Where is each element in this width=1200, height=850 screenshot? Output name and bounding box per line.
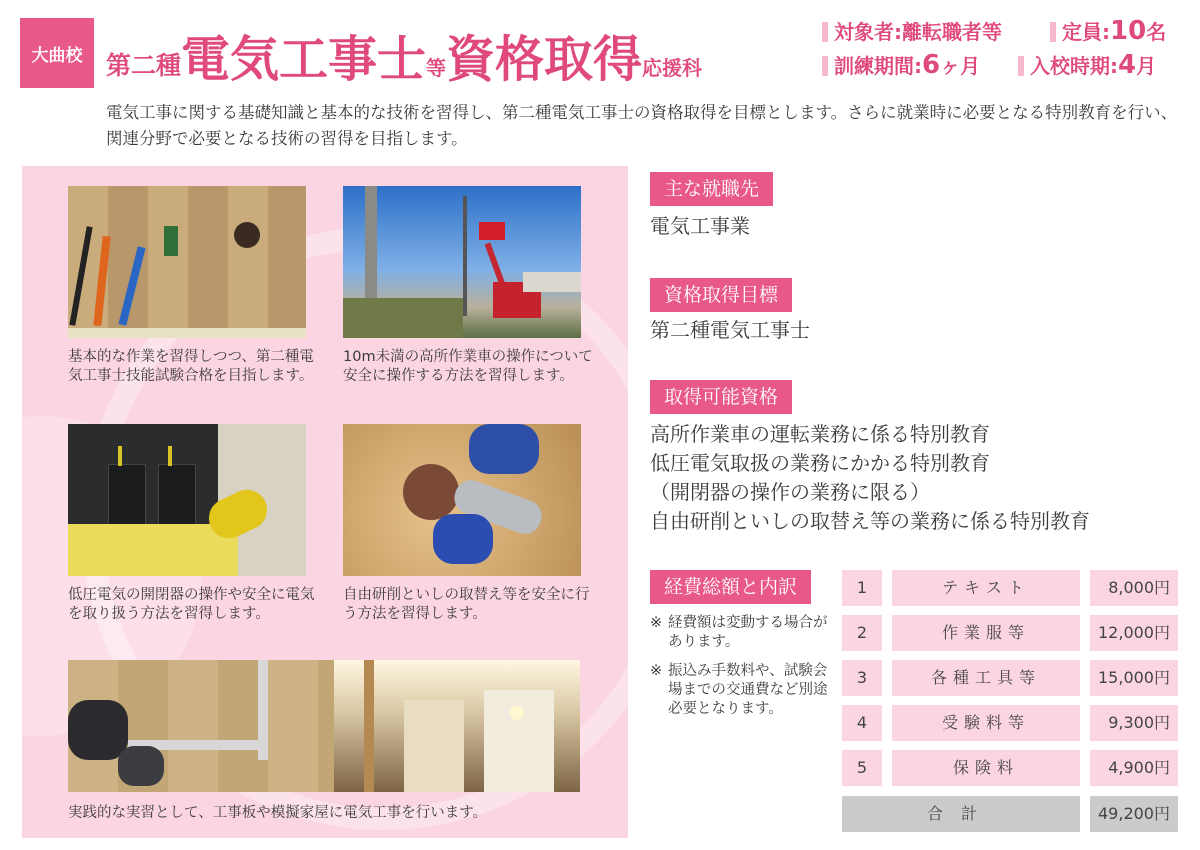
note-mark: ※ [650,615,663,631]
qualifications-label: 取得可能資格 [650,380,792,414]
cost-row-name: 保険料 [892,750,1080,786]
photo-practice-board [68,660,334,792]
period-unit: ヶ月 [940,54,981,78]
target-label: 対象者: [834,20,902,44]
cost-note [650,662,830,719]
employment-label: 主な就職先 [650,172,773,206]
title-part-3: 等 [426,56,447,80]
photo-caption-1: 基本的な作業を習得しつつ、第二種電気工事士技能試験合格を目指します。 [68,349,314,384]
meta-bar-icon [822,22,828,42]
employment-value: 電気工事業 [650,214,750,238]
cost-total-label: 合計 [842,796,1080,832]
target-info [822,16,1002,45]
note-mark: ※ [650,663,663,679]
note-text: 経費額は変動する場合があります。 [668,615,828,650]
photo-caption-5: 実践的な実習として、工事板や模擬家屋に電気工事を行います。 [68,805,488,821]
photo-tools [68,186,306,338]
photo-mock-house [334,660,580,792]
capacity-unit: 名 [1146,20,1167,44]
meta-bar-icon [1018,56,1024,76]
qualification-item: 自由研削といしの取替え等の業務に係る特別教育 [650,509,1090,533]
photo-aerial-lift [343,186,581,338]
capacity-label: 定員: [1062,20,1110,44]
cost-row-amount: 15,000円 [1090,660,1178,696]
entry-info [1018,50,1156,80]
intro-text: 電気工事に関する基礎知識と基本的な技術を習得し、第二種電気工事士の資格取得を目標とします。さらに就業時に必要となる特別教育を行い、関連分野で必要となる技術の習得を目指します。 [106,103,1178,148]
cost-row-number: 1 [842,570,882,606]
photo-breaker [68,424,306,576]
qualification-item: 高所作業車の運転業務に係る特別教育 [650,422,990,446]
period-label: 訓練期間: [834,54,922,78]
cost-row-amount: 8,000円 [1090,570,1178,606]
qualifications-list [650,420,1090,536]
title-part-2: 電気工事士 [181,31,427,88]
photo-caption-3: 低圧電気の開閉器の操作や安全に電気を取り扱う方法を習得します。 [68,587,315,622]
entry-label: 入校時期: [1030,54,1118,78]
period-info [822,50,980,80]
cost-row-number: 3 [842,660,882,696]
entry-unit: 月 [1136,54,1157,78]
cost-row-number: 5 [842,750,882,786]
meta-bar-icon [1050,22,1056,42]
cost-row-amount: 9,300円 [1090,705,1178,741]
capacity-info [1050,16,1166,46]
cost-row-name: テキスト [892,570,1080,606]
cost-row-amount: 4,900円 [1090,750,1178,786]
qualification-item: 低圧電気取扱の業務にかかる特別教育 [650,451,990,475]
title-part-4: 資格取得 [446,31,643,88]
photo-panel [22,166,628,838]
page-title [106,10,702,90]
cost-row-name: 受験料等 [892,705,1080,741]
cost-row-name: 各種工具等 [892,660,1080,696]
entry-number: 4 [1118,50,1137,80]
cost-label: 経費総額と内訳 [650,570,811,604]
school-badge: 大曲校 [20,18,94,88]
target-value: 離転職者等 [902,20,1002,44]
cost-notes [650,614,830,729]
cost-note [650,614,830,652]
capacity-number: 10 [1110,16,1147,46]
photo-caption-2: 10m未満の高所作業車の操作について安全に操作する方法を習得します。 [343,349,593,384]
cost-row-amount: 12,000円 [1090,615,1178,651]
meta-bar-icon [822,56,828,76]
cost-row-number: 4 [842,705,882,741]
note-text: 振込み手数料や、試験会場までの交通費など別途必要となります。 [668,663,828,717]
title-part-1: 第二種 [106,51,182,80]
goal-label: 資格取得目標 [650,278,792,312]
period-number: 6 [922,50,941,80]
goal-value: 第二種電気工事士 [650,318,810,342]
title-part-5: 応援科 [642,56,703,80]
qualification-item: （開閉器の操作の業務に限る） [650,480,930,504]
cost-total-amount: 49,200円 [1090,796,1178,832]
photo-grinder [343,424,581,576]
photo-caption-4: 自由研削といしの取替え等を安全に行う方法を習得します。 [343,587,590,622]
cost-row-name: 作業服等 [892,615,1080,651]
cost-row-number: 2 [842,615,882,651]
